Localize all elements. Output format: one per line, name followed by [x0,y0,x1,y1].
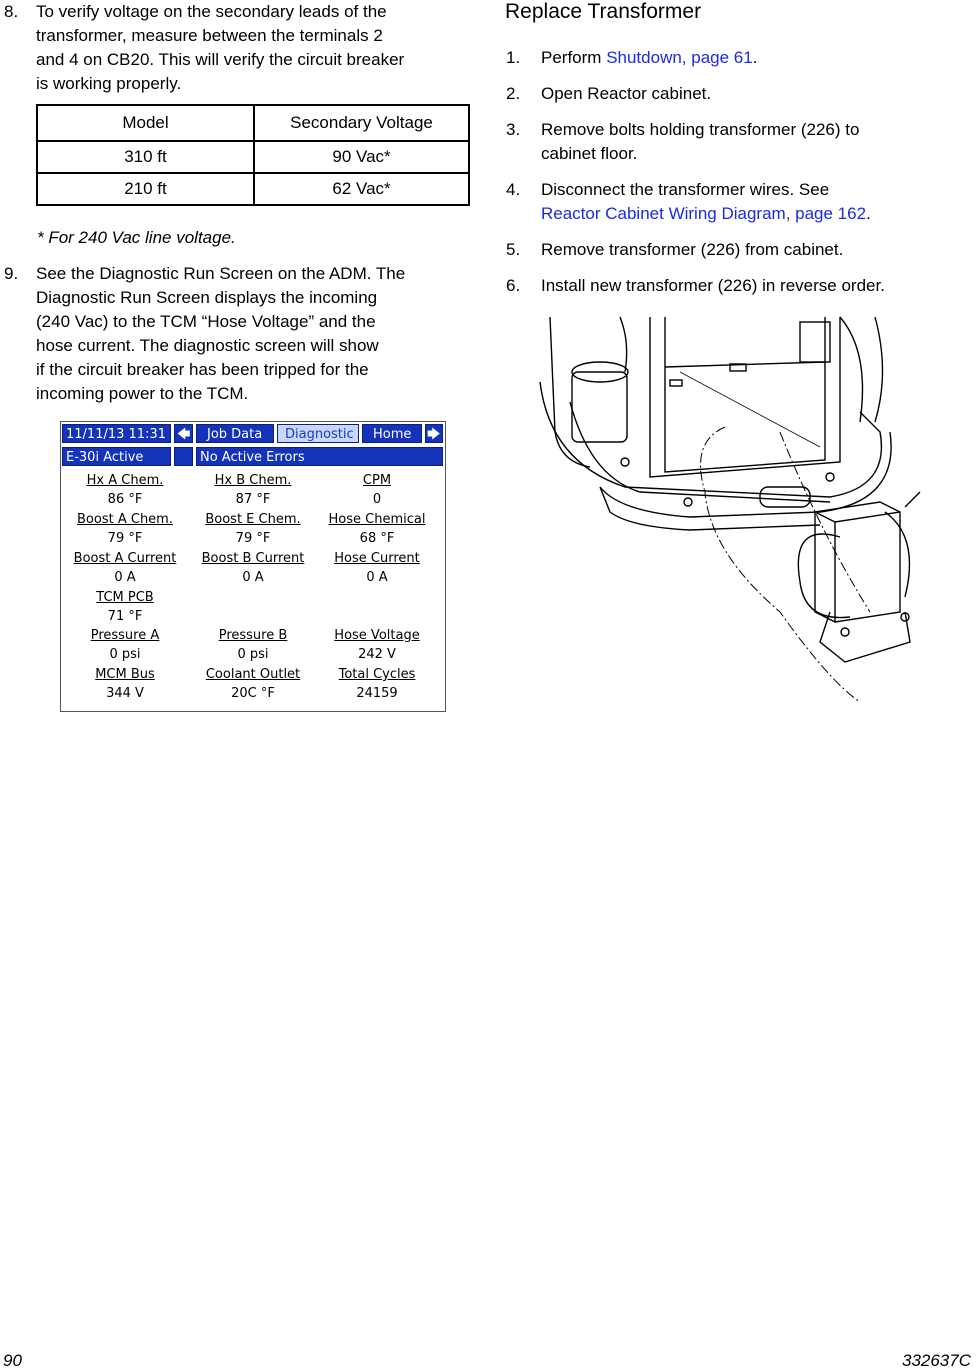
tab-diagnostic[interactable]: Diagnostic [277,424,359,443]
table-row [37,141,469,173]
value-coolant-outlet: 20C °F [231,686,275,701]
status-indicator [174,447,193,466]
step-number: 4. [506,180,521,199]
step-9-line: if the circuit breaker has been tripped for the [36,360,369,379]
value-boost-a-current: 0 A [114,570,136,585]
cell-voltage: 62 Vac* [254,173,469,205]
header-model: Model [37,105,254,141]
step-8-line: is working properly. [36,74,182,93]
label-boost-e-chem: Boost E Chem. [205,512,301,527]
table-footnote: * For 240 Vac line voltage. [37,228,236,247]
tab-home[interactable]: Home [362,424,422,443]
cell-model: 210 ft [37,173,254,205]
value-cpm: 0 [372,492,382,507]
secondary-voltage-table [36,104,470,206]
value-total-cycles: 24159 [356,686,398,701]
step-9-line: (240 Vac) to the TCM “Hose Voltage” and the [36,312,376,331]
label-cpm: CPM [362,473,392,488]
value-pressure-b: 0 psi [237,647,269,662]
label-hose-chemical: Hose Chemical [328,512,426,527]
value-hx-b-chem: 87 °F [235,492,271,507]
label-hose-current: Hose Current [334,551,420,566]
step-number: 2. [506,84,521,103]
step-8-line: and 4 on CB20. This will verify the circuit breaker [36,50,405,69]
label-boost-a-chem: Boost A Chem. [77,512,173,527]
label-tcm-pcb: TCM PCB [96,590,154,605]
label-hx-b-chem: Hx B Chem. [214,473,292,488]
label-hose-voltage: Hose Voltage [334,628,420,643]
label-pressure-a: Pressure A [90,628,160,643]
step-9-line: incoming power to the TCM. [36,384,249,403]
step-text-end: . [752,48,758,67]
step-number: 9. [4,264,19,283]
step-text: Install new transformer (226) in reverse order. [541,276,885,295]
label-hx-a-chem: Hx A Chem. [86,473,164,488]
adm-diagnostic-screen [60,421,446,712]
label-coolant-outlet: Coolant Outlet [205,667,301,682]
value-pressure-a: 0 psi [109,647,141,662]
step-number: 8. [4,2,19,21]
transformer-illustration [530,312,930,707]
step-text: Disconnect the transformer wires. See [541,180,830,199]
value-boost-e-chem: 79 °F [235,531,271,546]
page-number: 90 [3,1351,22,1370]
tab-job-data[interactable]: Job Data [196,424,274,443]
shutdown-link[interactable]: Shutdown, page 61 [606,48,753,67]
step-text: Perform [541,48,607,67]
value-hx-a-chem: 86 °F [107,492,143,507]
step-9-line: Diagnostic Run Screen displays the incoming [36,288,378,307]
label-mcm-bus: MCM Bus [95,667,155,682]
forward-arrow-icon[interactable]: 🡆 [425,424,443,443]
status-active: E-30i Active [62,447,171,466]
errors-status: No Active Errors [196,447,443,466]
step-number: 6. [506,276,521,295]
value-boost-a-chem: 79 °F [107,531,143,546]
section-heading: Replace Transformer [505,0,702,23]
label-boost-b-current: Boost B Current [201,551,305,566]
wiring-diagram-link[interactable]: Reactor Cabinet Wiring Diagram, page 162 [541,204,867,223]
step-9-line: hose current. The diagnostic screen will show [36,336,379,355]
value-boost-b-current: 0 A [242,570,264,585]
value-hose-current: 0 A [366,570,388,585]
step-text-end: . [866,204,871,223]
cell-model: 310 ft [37,141,254,173]
label-boost-a-current: Boost A Current [73,551,177,566]
step-number: 5. [506,240,521,259]
label-total-cycles: Total Cycles [338,667,416,682]
step-text: Open Reactor cabinet. [541,84,712,103]
step-text: cabinet floor. [541,144,638,163]
value-tcm-pcb: 71 °F [107,609,143,624]
step-text: Remove transformer (226) from cabinet. [541,240,844,259]
table-row [37,173,469,205]
datetime-display: 11/11/13 11:31 [62,424,171,443]
label-pressure-b: Pressure B [218,628,288,643]
back-arrow-icon[interactable]: 🡄 [174,424,193,443]
value-hose-chemical: 68 °F [359,531,395,546]
step-text: Remove bolts holding transformer (226) to [541,120,860,139]
cell-voltage: 90 Vac* [254,141,469,173]
step-9-line: See the Diagnostic Run Screen on the ADM. The [36,264,406,283]
value-hose-voltage: 242 V [358,647,396,662]
step-8-line: transformer, measure between the terminals 2 [36,26,383,45]
step-8-line: To verify voltage on the secondary leads of the [36,2,387,21]
header-secondary-voltage: Secondary Voltage [254,105,469,141]
step-number: 3. [506,120,521,139]
table-header-row [37,105,469,141]
document-number: 332637C [901,1351,971,1370]
step-number: 1. [506,48,521,67]
value-mcm-bus: 344 V [106,686,144,701]
